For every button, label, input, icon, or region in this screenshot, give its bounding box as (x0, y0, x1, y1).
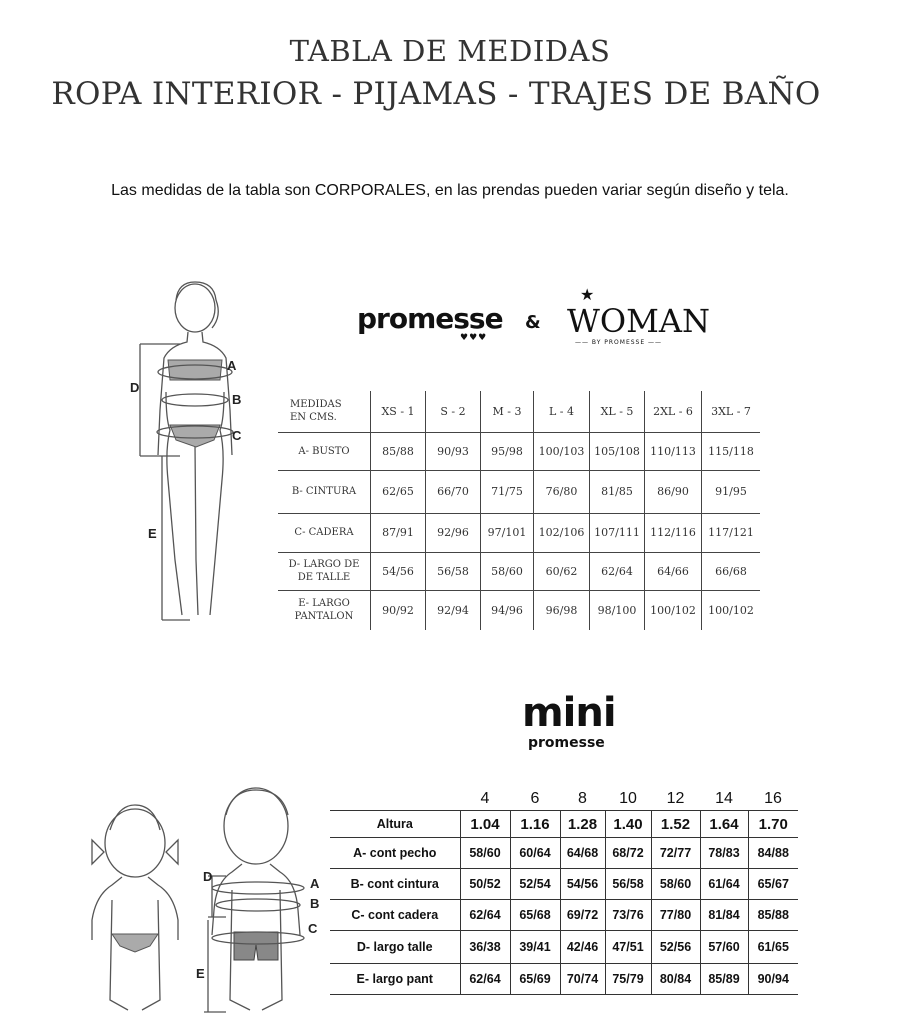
size-header: XL - 5 (590, 391, 645, 432)
row-label-line1: D- LARGO DE (288, 559, 360, 570)
woman-logo: WOMAN (567, 302, 710, 340)
row-label: B- cont cintura (330, 869, 460, 900)
row-label-line1: E- LARGO (298, 598, 350, 610)
cell: 78/83 (700, 838, 748, 869)
cell: 85/88 (371, 432, 426, 470)
row-label: Altura (330, 811, 460, 838)
row-label (278, 552, 371, 590)
size-header: 12 (666, 790, 685, 807)
cell: 65/68 (510, 900, 560, 931)
size-header: 16 (764, 790, 782, 807)
table-row (330, 900, 798, 931)
row-label: C- CADERA (278, 513, 371, 552)
cell: 47/51 (605, 931, 651, 964)
cell: 98/100 (590, 590, 645, 630)
mini-logo-subtitle: promesse (528, 735, 605, 751)
kids-header-row (330, 788, 798, 811)
promesse-logo: promesse (357, 302, 503, 335)
cell: 39/41 (510, 931, 560, 964)
cell: 56/58 (605, 869, 651, 900)
cell: 54/56 (560, 869, 605, 900)
header-label-line1: MEDIDAS (290, 399, 342, 411)
header-label-line2: EN CMS. (290, 412, 337, 424)
table-header-label (278, 391, 371, 432)
row-label-line2: DE TALLE (297, 572, 351, 583)
cell: 70/74 (560, 964, 605, 995)
cell: 71/75 (481, 470, 534, 513)
woman-logo-subtitle: —— BY PROMESSE —— (575, 339, 663, 346)
cell: 62/64 (460, 964, 510, 995)
row-label: A- cont pecho (330, 838, 460, 869)
adult-body-figure (140, 282, 233, 620)
cell: 68/72 (605, 838, 651, 869)
size-header: 14 (715, 790, 733, 807)
cell: 1.64 (700, 811, 748, 838)
cell: 75/79 (605, 964, 651, 995)
cell: 1.04 (460, 811, 510, 838)
promesse-hearts: ♥♥♥ (460, 333, 488, 343)
size-header: 10 (619, 790, 637, 807)
cell: 64/66 (645, 552, 702, 590)
cell: 81/84 (700, 900, 748, 931)
table-row (278, 590, 760, 630)
cell: 77/80 (651, 900, 700, 931)
cell: 112/116 (645, 513, 702, 552)
cell: 64/68 (560, 838, 605, 869)
size-header: S - 2 (426, 391, 481, 432)
table-row (330, 838, 798, 869)
page-title: TABLA DE MEDIDAS (289, 34, 611, 68)
size-header: 6 (530, 790, 540, 807)
cell: 100/103 (534, 432, 590, 470)
table-row (330, 811, 798, 838)
adult-label-a: A (227, 358, 237, 373)
kids-size-table (330, 788, 798, 995)
cell: 85/89 (700, 964, 748, 995)
kid-label-c: C (308, 921, 318, 936)
table-row (278, 432, 760, 470)
cell: 58/60 (481, 552, 534, 590)
cell: 102/106 (534, 513, 590, 552)
page-subtitle: ROPA INTERIOR - PIJAMAS - TRAJES DE BAÑO (51, 76, 821, 112)
ampersand: & (525, 312, 541, 333)
table-row (330, 964, 798, 995)
cell: 58/60 (651, 869, 700, 900)
row-label: C- cont cadera (330, 900, 460, 931)
cell: 1.16 (510, 811, 560, 838)
cell: 52/54 (510, 869, 560, 900)
cell: 100/102 (708, 603, 754, 617)
girl-figure (92, 805, 178, 1010)
cell: 52/56 (651, 931, 700, 964)
cell: 115/118 (702, 432, 761, 470)
kid-label-d: D (203, 869, 213, 884)
cell: 69/72 (560, 900, 605, 931)
row-label: A- BUSTO (278, 432, 371, 470)
table-row (278, 513, 760, 552)
measurement-note: Las medidas de la tabla son CORPORALES, en las prendas pueden variar según diseño y tela. (111, 182, 789, 199)
cell: 76/80 (534, 470, 590, 513)
cell: 81/85 (590, 470, 645, 513)
cell: 105/108 (590, 432, 645, 470)
cell: 86/90 (645, 470, 702, 513)
cell: 66/70 (426, 470, 481, 513)
adult-label-b: B (232, 392, 242, 407)
table-row (330, 869, 798, 900)
size-header: L - 4 (534, 391, 590, 432)
cell: 90/94 (748, 964, 798, 995)
cell: 110/113 (645, 432, 702, 470)
woman-star-icon: ★ (580, 285, 595, 304)
size-header: XS - 1 (371, 391, 426, 432)
cell: 62/64 (460, 900, 510, 931)
cell: 87/91 (371, 513, 426, 552)
adult-label-c: C (232, 428, 242, 443)
cell: 66/68 (702, 552, 761, 590)
kid-label-e: E (196, 966, 205, 981)
cell: 84/88 (748, 838, 798, 869)
cell: 1.40 (605, 811, 651, 838)
cell: 61/65 (748, 931, 798, 964)
cell: 117/121 (702, 513, 761, 552)
cell: 60/64 (510, 838, 560, 869)
size-header: M - 3 (481, 391, 534, 432)
table-row (330, 931, 798, 964)
table-row (278, 552, 760, 590)
adult-label-e: E (148, 526, 157, 541)
cell: 91/95 (702, 470, 761, 513)
cell: 96/98 (534, 590, 590, 630)
cell: 1.28 (560, 811, 605, 838)
cell: 107/111 (590, 513, 645, 552)
cell: 92/96 (426, 513, 481, 552)
cell: 60/62 (534, 552, 590, 590)
cell: 62/65 (371, 470, 426, 513)
kid-label-a: A (310, 876, 320, 891)
row-label: B- CINTURA (278, 470, 371, 513)
row-label (278, 590, 371, 630)
boy-figure (204, 788, 304, 1012)
size-header: 3XL - 7 (702, 391, 761, 432)
cell: 90/92 (371, 590, 426, 630)
cell: 57/60 (700, 931, 748, 964)
cell: 72/77 (651, 838, 700, 869)
cell: 54/56 (371, 552, 426, 590)
cell: 56/58 (426, 552, 481, 590)
cell: 100/102 (645, 590, 702, 630)
cell: 95/98 (481, 432, 534, 470)
row-label: E- largo pant (330, 964, 460, 995)
cell: 65/67 (748, 869, 798, 900)
cell: 62/64 (590, 552, 645, 590)
cell: 50/52 (460, 869, 510, 900)
cell: 90/93 (426, 432, 481, 470)
cell: 58/60 (460, 838, 510, 869)
table-row (278, 470, 760, 513)
cell: 42/46 (560, 931, 605, 964)
cell: 80/84 (651, 964, 700, 995)
cell: 1.52 (651, 811, 700, 838)
cell: 36/38 (460, 931, 510, 964)
kid-label-b: B (310, 896, 320, 911)
cell: 1.70 (748, 811, 798, 838)
cell: 85/88 (748, 900, 798, 931)
cell: 65/69 (510, 964, 560, 995)
size-header: 8 (578, 790, 587, 807)
row-label: D- largo talle (330, 931, 460, 964)
adult-size-table (278, 391, 760, 630)
cell: 94/96 (481, 590, 534, 630)
row-label-line2: PANTALON (294, 611, 354, 623)
size-header: 4 (480, 790, 490, 807)
adult-label-d: D (130, 380, 140, 395)
size-header: 2XL - 6 (645, 391, 702, 432)
cell: 61/64 (700, 869, 748, 900)
mini-logo: mini (522, 690, 616, 736)
cell: 73/76 (605, 900, 651, 931)
cell: 97/101 (481, 513, 534, 552)
empty-corner (330, 788, 460, 811)
cell: 92/94 (426, 590, 481, 630)
